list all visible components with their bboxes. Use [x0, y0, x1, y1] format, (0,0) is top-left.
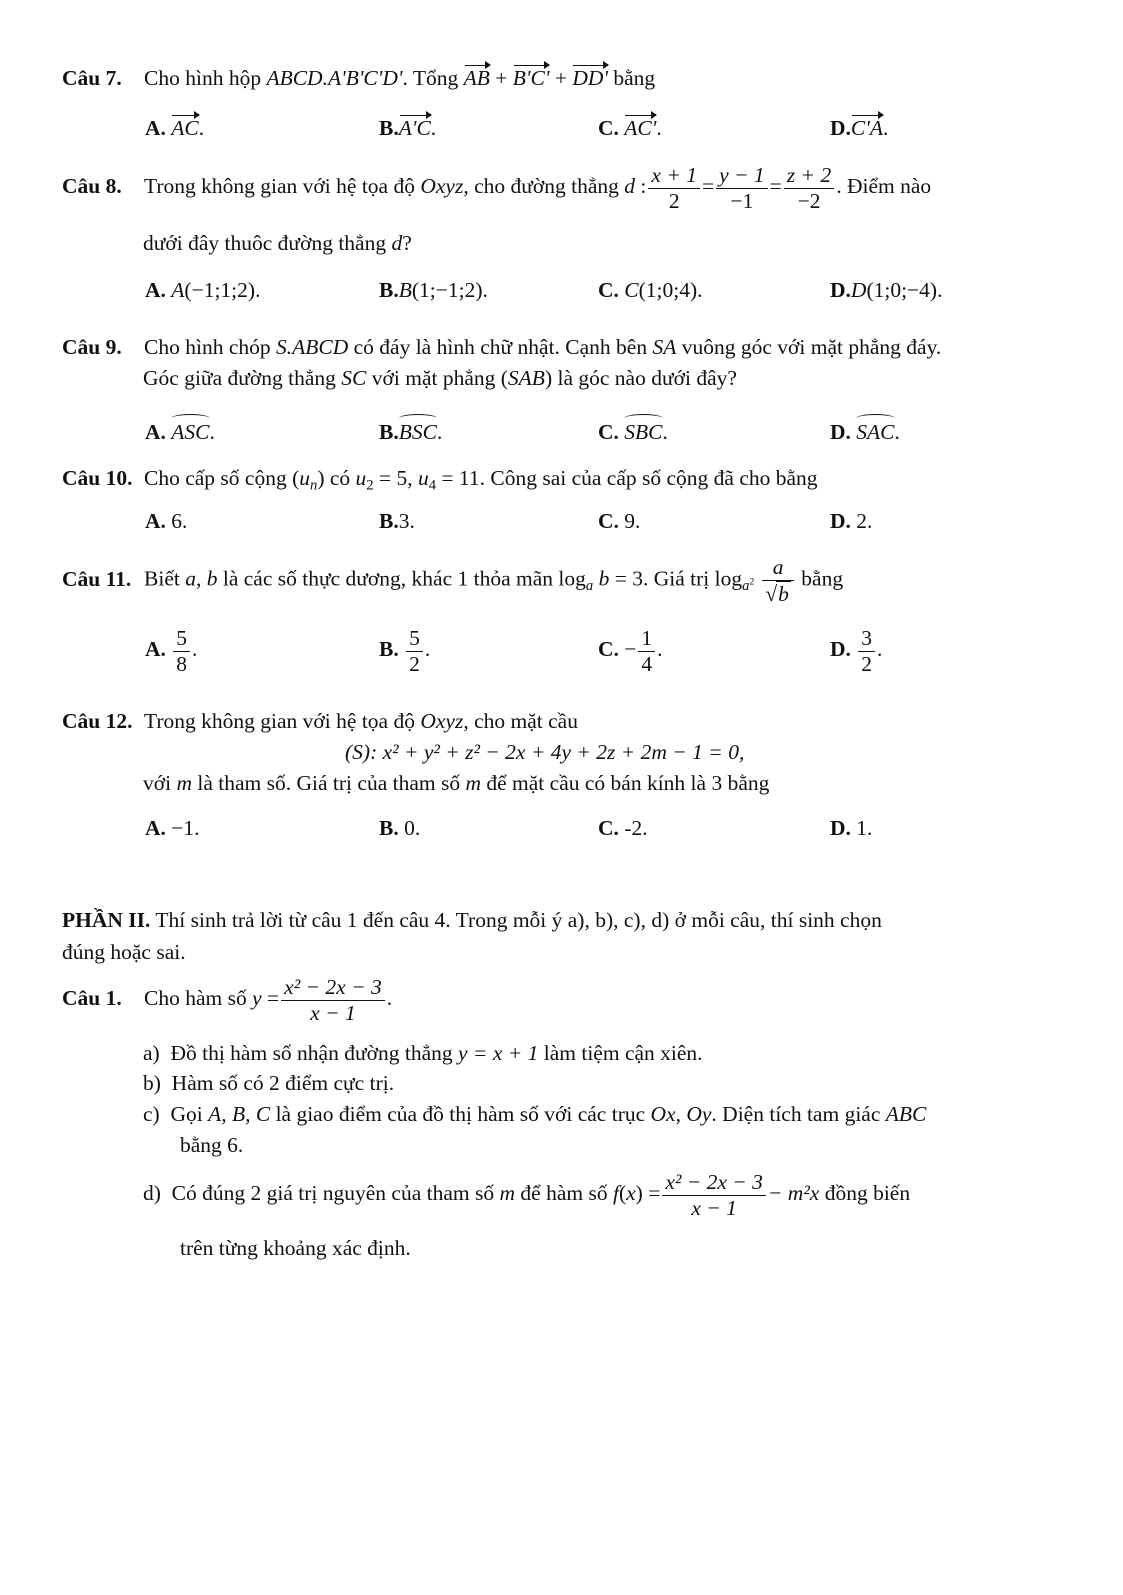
part-title: PHẦN II.	[62, 908, 151, 932]
q7-option-d: D.C'A.	[830, 116, 889, 140]
q10-option-b: B.3.	[379, 509, 415, 533]
statement-b: b) Hàm số có 2 điểm cực trị.	[143, 1071, 395, 1095]
question-12-line-3: với m là tham số. Giá trị của tham số m để mặt cầu có bán kính là 3 bằng	[143, 771, 770, 795]
q12-option-b: B. 0.	[379, 816, 421, 840]
q7-option-b: B.A'C.	[379, 116, 437, 140]
sphere-equation: (S): x² + y² + z² − 2x + 4y + 2z + 2m − 1 = 0,	[345, 740, 745, 764]
q12-option-d: D. 1.	[830, 816, 873, 840]
q9-option-a: A. ASC.	[145, 416, 215, 446]
q8-option-c: C. C(1;0;4).	[598, 278, 703, 302]
q10-option-a: A. 6.	[145, 509, 188, 533]
q7-option-c: C. AC'.	[598, 116, 662, 140]
vector-dd: DD'	[572, 66, 609, 90]
question-10: Câu 10. Cho cấp số cộng $(u_n)$ có $u_2 = 5$, $u_4 = 11$. Công sai của cấp số cộng đã cho bằng	[62, 466, 818, 494]
q11-option-a: A. $\frac{5}{8}$ .	[145, 626, 198, 676]
q9-option-d: D. SAC.	[830, 416, 900, 446]
question-label: Câu 9.	[62, 335, 122, 359]
q12-option-a: A. −1.	[145, 816, 200, 840]
question-label: Câu 12.	[62, 709, 133, 733]
q11-option-b: B. $\frac{5}{2}$ .	[379, 626, 431, 676]
q12-option-c: C. -2.	[598, 816, 648, 840]
part2-question-1: Câu 1. Cho hàm số y = $\frac{\text{x² − 2x − 3}}{x - 1}$ .	[62, 975, 393, 1025]
q9-option-b: B.BSC.	[379, 416, 442, 446]
question-label: Câu 11.	[62, 566, 132, 591]
vector-ab: AB	[463, 66, 490, 90]
fraction: $\frac{y - 1}{-1}$	[716, 163, 768, 213]
statement-d: d) Có đúng 2 giá trị nguyên của tham số m để hàm số f(x) = $\frac{\text{x² − 2x − 3}}{x - 1}$ − m²x đồng biến	[143, 1170, 911, 1220]
statement-c-line-2: bằng 6.	[180, 1133, 244, 1157]
statement-d-line-2: trên từng khoảng xác định.	[180, 1236, 411, 1260]
q9-option-c: C. SBC.	[598, 416, 668, 446]
q10-option-c: C. 9.	[598, 509, 641, 533]
fraction: $\frac{z + 2}{-2}$	[784, 163, 834, 213]
question-8: Câu 8. Trong không gian với hệ tọa độ Oxyz, cho đường thẳng d : $\frac{x + 1}{2}$ = $\frac{y - 1}{-1}$ = $\frac{z + 2}{-2}$ . Điểm nào	[62, 163, 932, 213]
question-9-line-2: Góc giữa đường thẳng SC với mặt phẳng (SAB) là góc nào dưới đây?	[143, 366, 737, 390]
q10-option-d: D. 2.	[830, 509, 873, 533]
statement-a: a) Đồ thị hàm số nhận đường thẳng y = x + 1 làm tiệm cận xiên.	[143, 1041, 703, 1065]
vector-bc: B'C'	[512, 66, 550, 90]
part-2-heading-line-2: đúng hoặc sai.	[62, 940, 186, 964]
fraction: $\frac{a}{√b}$	[762, 555, 794, 606]
statement-c: c) Gọi A, B, C là giao điểm của đồ thị hàm số với các trục Ox, Oy. Diện tích tam giác ABC	[143, 1102, 927, 1126]
question-12: Câu 12. Trong không gian với hệ tọa độ Oxyz, cho mặt cầu	[62, 709, 578, 733]
fraction: $\frac{\text{x² − 2x − 3}}{x - 1}$	[281, 975, 385, 1025]
question-9: Câu 9. Cho hình chóp S.ABCD có đáy là hình chữ nhật. Cạnh bên SA vuông góc với mặt phẳng đáy.	[62, 335, 942, 359]
fraction: $\frac{\text{x² − 2x − 3}}{x - 1}$	[662, 1170, 766, 1220]
question-11: Câu 11. Biết a, b là các số thực dương, khác 1 thỏa mãn $\log_a b = 3$. Giá trị $\log_{a^2}$ $\frac{a}{√b}$ bằng	[62, 555, 844, 606]
q7-option-a: A. AC.	[145, 116, 205, 140]
question-7: Câu 7. Cho hình hộp ABCD.A'B'C'D'. Tổng AB + B'C' + DD' bằng	[62, 66, 656, 90]
question-label: Câu 7.	[62, 66, 122, 90]
question-label: Câu 8.	[62, 174, 122, 199]
q11-option-d: D. $\frac{3}{2}$ .	[830, 626, 883, 676]
q8-option-a: A. A(−1;1;2).	[145, 278, 261, 302]
q8-option-b: B.B(1;−1;2).	[379, 278, 488, 302]
q8-option-d: D.D(1;0;−4).	[830, 278, 943, 302]
q11-option-c: C. − $\frac{1}{4}$ .	[598, 626, 663, 676]
question-label: Câu 10.	[62, 466, 133, 490]
question-label: Câu 1.	[62, 986, 122, 1011]
question-8-line-2: dưới đây thuôc đường thẳng d?	[143, 231, 412, 255]
part-2-heading: PHẦN II. Thí sinh trả lời từ câu 1 đến câu 4. Trong mỗi ý a), b), c), d) ở mỗi câu, thí sinh chọn	[62, 908, 882, 932]
fraction: $\frac{x + 1}{2}$	[648, 163, 700, 213]
